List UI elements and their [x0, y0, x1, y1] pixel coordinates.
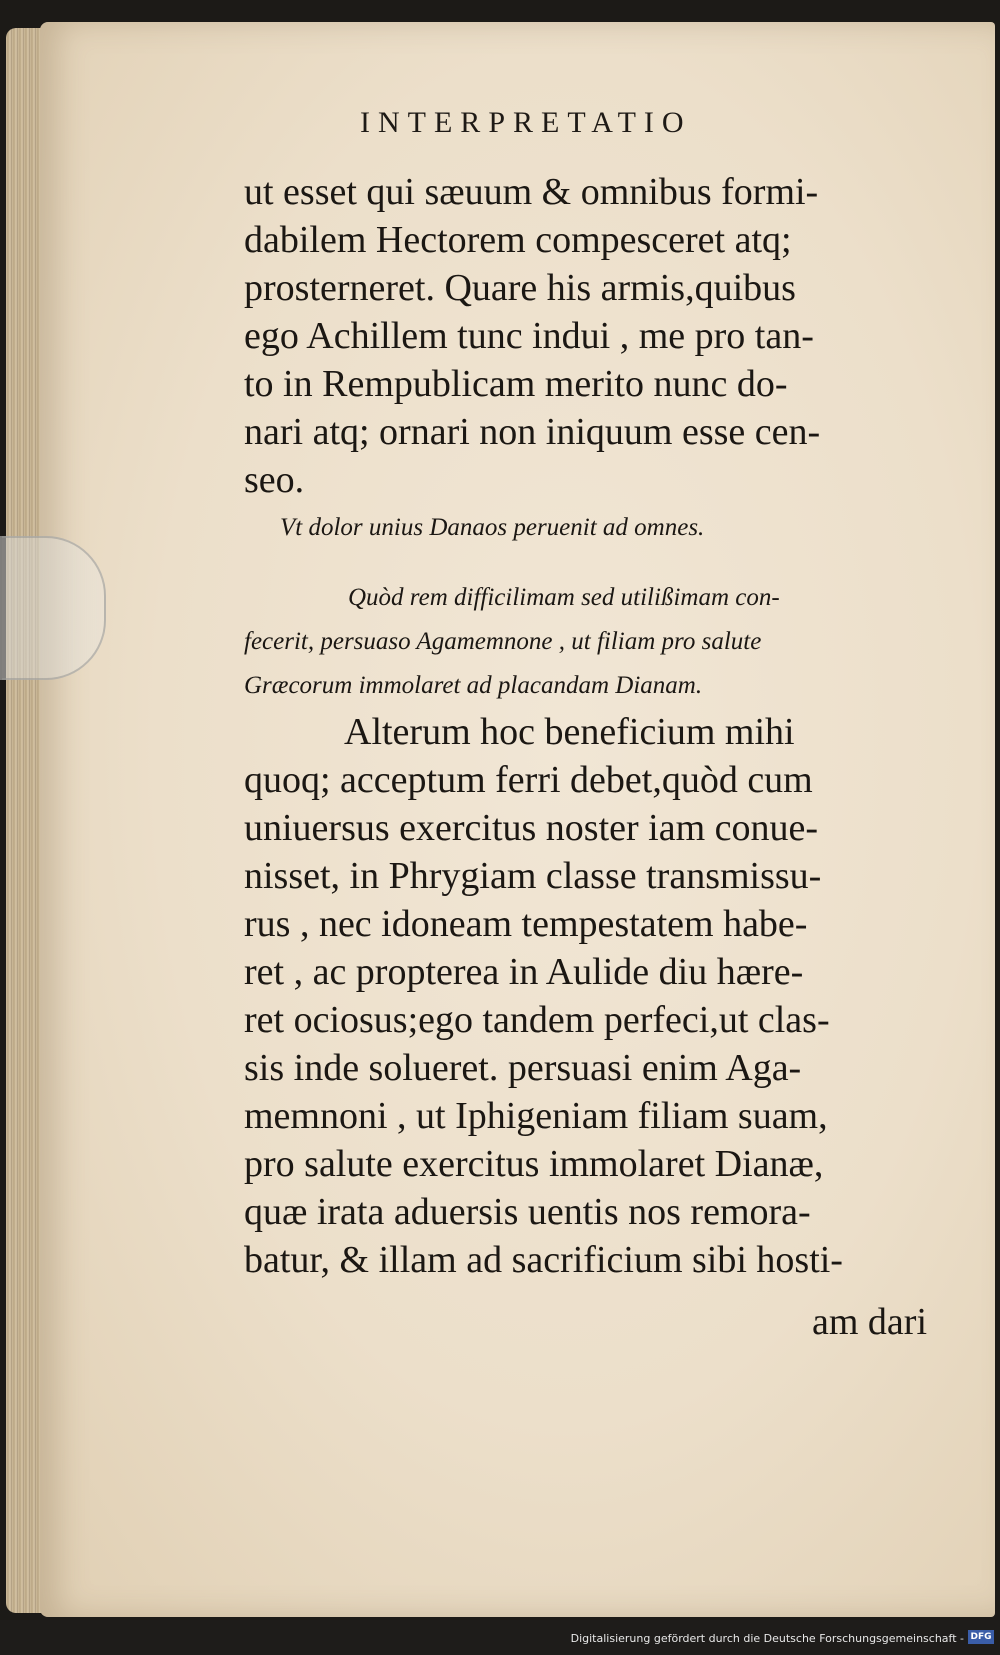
verse-line: Vt dolor unius Danaos peruenit ad omnes.	[280, 514, 705, 541]
text-line: Alterum hoc beneficium mihi	[344, 711, 795, 753]
catchword: am dari	[812, 1301, 928, 1343]
paragraph-1	[244, 168, 954, 504]
text-line: ego Achillem tunc indui , me pro tan-	[244, 315, 814, 357]
text-line: dabilem Hectorem compesceret atq;	[244, 219, 792, 261]
text-line: quæ irata aduersis uentis nos remora-	[244, 1191, 811, 1233]
text-line: prosterneret. Quare his armis,quibus	[244, 267, 796, 309]
summary-line: Quòd rem difficilimam sed utilißimam con-	[348, 584, 780, 611]
summary-line: fecerit, persuaso Agamemnone , ut filiam pro salute	[244, 628, 762, 655]
text-line: sis inde solueret. persuasi enim Aga-	[244, 1047, 802, 1089]
funding-credit: Digitalisierung gefördert durch die Deutsche Forschungsgemeinschaft -	[570, 1632, 964, 1645]
text-line: batur, & illam ad sacrificium sibi hosti-	[244, 1239, 843, 1281]
text-line: pro salute exercitus immolaret Dianæ,	[244, 1143, 824, 1185]
text-line: ut esset qui sæuum & omnibus formi-	[244, 171, 819, 213]
page-clip	[0, 536, 106, 680]
text-line: quoq; acceptum ferri debet,quòd cum	[244, 759, 813, 801]
text-line: ret , ac propterea in Aulide diu hære-	[244, 951, 804, 993]
text-line: to in Rempublicam merito nunc do-	[244, 363, 788, 405]
text-line: ret ociosus;ego tandem perfeci,ut clas-	[244, 999, 830, 1041]
summary-line: Græcorum immolaret ad placandam Dianam.	[244, 672, 703, 699]
footer-bar	[0, 1620, 1000, 1655]
running-head: INTERPRETATIO	[360, 106, 692, 139]
text-line: memnoni , ut Iphigeniam filiam suam,	[244, 1095, 828, 1137]
text-line: rus , nec idoneam tempestatem habe-	[244, 903, 808, 945]
text-line: seo.	[244, 459, 305, 501]
dfg-logo-icon: DFG	[968, 1630, 994, 1644]
chapter-summary	[244, 576, 954, 708]
paragraph-2	[244, 708, 954, 1284]
text-line: nisset, in Phrygiam classe transmissu-	[244, 855, 822, 897]
text-line: uniuersus exercitus noster iam conue-	[244, 807, 819, 849]
text-line: nari atq; ornari non iniquum esse cen-	[244, 411, 821, 453]
